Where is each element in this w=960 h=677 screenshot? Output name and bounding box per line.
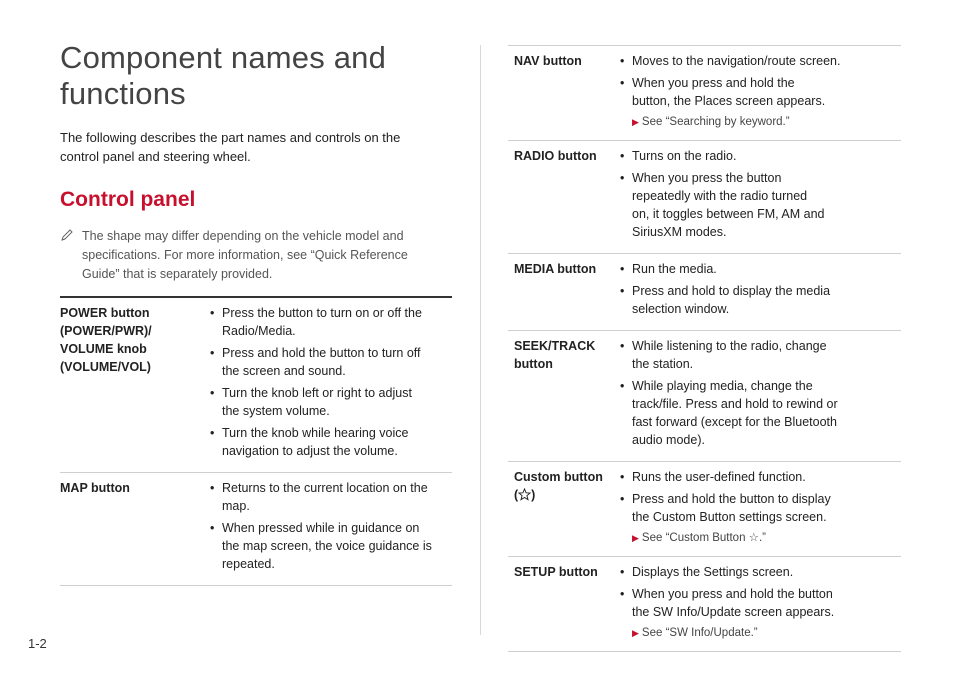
- control-description: [620, 46, 901, 141]
- control-description: [620, 141, 901, 254]
- description-bullet: • While playing media, change the track/file. Press and hold to rewind or fast forward (except for the Bluetooth audio mode).: [620, 377, 901, 449]
- control-name: POWER button (POWER/PWR)/ VOLUME knob (VOLUME/VOL): [60, 297, 210, 473]
- page-number: 1-2: [28, 636, 47, 651]
- right-column: [508, 45, 901, 652]
- see-reference-link[interactable]: ▶ See “Custom Button ☆.”: [632, 532, 767, 544]
- control-row: [508, 462, 901, 557]
- control-name: NAV button: [508, 46, 620, 141]
- arrow-right-icon: ▶: [632, 117, 639, 127]
- see-reference-link[interactable]: ▶ See “Searching by keyword.”: [632, 116, 790, 128]
- control-description: [210, 297, 452, 473]
- note: The shape may differ depending on the vehicle model and specifications. For more information, see “Quick Reference Guide” that is separately provided.: [60, 227, 452, 284]
- control-description: [620, 557, 901, 652]
- intro-text: The following describes the part names and controls on the control panel and steering wheel.: [60, 130, 401, 164]
- description-bullet: • While listening to the radio, change the station.: [620, 337, 901, 373]
- description-bullet: • Press and hold the button to turn off the screen and sound.: [210, 344, 452, 380]
- control-description: [620, 462, 901, 557]
- control-name: MEDIA button: [508, 254, 620, 331]
- description-bullet: • Press and hold the button to display the Custom Button settings screen.: [620, 490, 901, 526]
- column-divider: [480, 45, 481, 635]
- star-icon: [518, 488, 531, 501]
- arrow-right-icon: ▶: [632, 628, 639, 638]
- arrow-right-icon: ▶: [632, 533, 639, 543]
- control-row: [508, 254, 901, 331]
- control-name: Custom button ( ): [508, 462, 620, 557]
- control-row: [508, 557, 901, 652]
- control-row: [60, 297, 452, 473]
- control-table-left: [60, 296, 452, 586]
- description-bullet: • When you press and hold the button, the Places screen appears.: [620, 74, 901, 110]
- see-reference-link[interactable]: ▶ See “SW Info/Update.”: [632, 627, 758, 639]
- description-bullet: • When you press the button repeatedly with the radio turned on, it toggles between FM, AM and SiriusXM modes.: [620, 169, 901, 241]
- control-table-right: [508, 45, 901, 652]
- control-description: [620, 331, 901, 462]
- section-title: Control panel: [60, 188, 196, 211]
- description-bullet: • When you press and hold the button the SW Info/Update screen appears.: [620, 585, 901, 621]
- description-bullet: • Press and hold to display the media selection window.: [620, 282, 901, 318]
- left-column: [60, 40, 452, 586]
- description-bullet: • Displays the Settings screen.: [620, 563, 901, 581]
- control-row: [508, 46, 901, 141]
- control-name: SETUP button: [508, 557, 620, 652]
- control-name: RADIO button: [508, 141, 620, 254]
- control-row: [508, 141, 901, 254]
- description-bullet: • Moves to the navigation/route screen.: [620, 52, 901, 70]
- control-description: [620, 254, 901, 331]
- pencil-note-icon: [60, 228, 74, 242]
- description-bullet: • Turn the knob left or right to adjust the system volume.: [210, 384, 452, 420]
- description-bullet: • When pressed while in guidance on the map screen, the voice guidance is repeated.: [210, 519, 452, 573]
- description-bullet: • Runs the user-defined function.: [620, 468, 901, 486]
- page-title: Component names and functions: [60, 40, 387, 111]
- control-row: [60, 473, 452, 586]
- description-bullet: • Returns to the current location on the map.: [210, 479, 452, 515]
- description-bullet: • Run the media.: [620, 260, 901, 278]
- description-bullet: • Press the button to turn on or off the Radio/Media.: [210, 304, 452, 340]
- control-description: [210, 473, 452, 586]
- control-name: SEEK/TRACK button: [508, 331, 620, 462]
- control-row: [508, 331, 901, 462]
- description-bullet: • Turn the knob while hearing voice navigation to adjust the volume.: [210, 424, 452, 460]
- description-bullet: • Turns on the radio.: [620, 147, 901, 165]
- control-name: MAP button: [60, 473, 210, 586]
